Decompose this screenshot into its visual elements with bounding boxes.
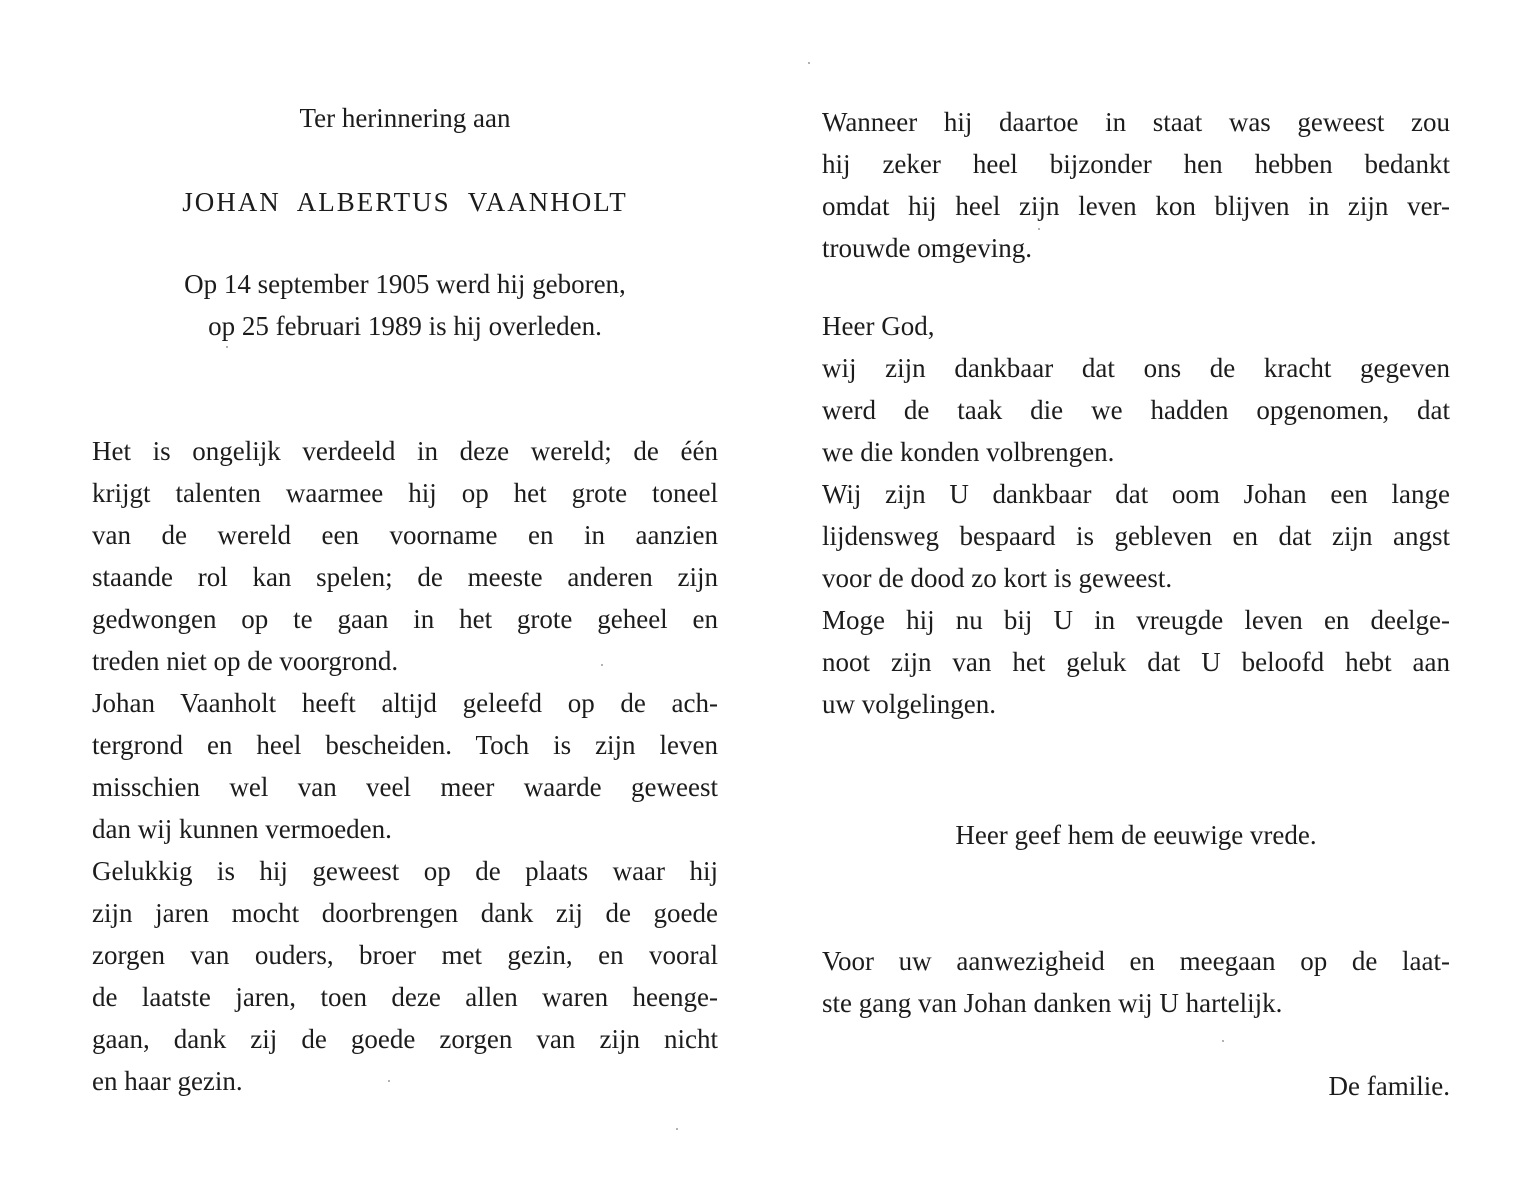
thanks-line: omdat hij heel zijn leven kon blijven in zijn ver- bbox=[822, 191, 1450, 221]
biography-line: tergrond en heel bescheiden. Toch is zijn leven bbox=[92, 730, 718, 760]
biography-line: Gelukkig is hij geweest op de plaats waar hij bbox=[92, 856, 718, 886]
scan-speck bbox=[226, 346, 228, 348]
thanks-paragraph bbox=[822, 101, 1450, 269]
biography-line: gaan, dank zij de goede zorgen van zijn nicht bbox=[92, 1024, 718, 1054]
life-dates bbox=[92, 263, 718, 347]
prayer-line: uw volgelingen. bbox=[822, 689, 996, 719]
thanks-line: trouwde omgeving. bbox=[822, 233, 1032, 263]
prayer-line: werd de taak die we hadden opgenomen, dat bbox=[822, 395, 1450, 425]
scan-speck bbox=[601, 664, 603, 666]
biography-line: en haar gezin. bbox=[92, 1066, 243, 1096]
biography-line: gedwongen op te gaan in het grote geheel en bbox=[92, 604, 718, 634]
prayer-line: Moge hij nu bij U in vreugde leven en deelge- bbox=[822, 605, 1450, 635]
intro-heading: Ter herinnering aan bbox=[299, 103, 511, 133]
blessing-text: Heer geef hem de eeuwige vrede. bbox=[955, 820, 1317, 850]
thanks-line: hij zeker heel bijzonder hen hebben bedankt bbox=[822, 149, 1450, 179]
biography-line: van de wereld een voorname en in aanzien bbox=[92, 520, 718, 550]
gratitude-line: Voor uw aanwezigheid en meegaan op de laat- bbox=[822, 946, 1450, 976]
biography-line: Het is ongelijk verdeeld in deze wereld; de één bbox=[92, 436, 718, 466]
biography-text bbox=[92, 430, 718, 1102]
death-date-line: op 25 februari 1989 is hij overleden. bbox=[208, 311, 602, 341]
biography-line: treden niet op de voorgrond. bbox=[92, 646, 399, 676]
prayer-line: we die konden volbrengen. bbox=[822, 437, 1115, 467]
prayer-line: Wij zijn U dankbaar dat oom Johan een lange bbox=[822, 479, 1450, 509]
blessing-block bbox=[822, 814, 1450, 856]
biography-line: staande rol kan spelen; de meeste anderen zijn bbox=[92, 562, 718, 592]
signature-block bbox=[822, 1065, 1450, 1107]
scan-speck bbox=[676, 1128, 678, 1130]
prayer-line: voor de dood zo kort is geweest. bbox=[822, 563, 1173, 593]
biography-line: Johan Vaanholt heeft altijd geleefd op de ach- bbox=[92, 688, 718, 718]
scan-speck bbox=[1222, 1040, 1224, 1042]
prayer-line: lijdensweg bespaard is gebleven en dat zijn angst bbox=[822, 521, 1450, 551]
prayer-line: wij zijn dankbaar dat ons de kracht gegeven bbox=[822, 353, 1450, 383]
birth-date-line: Op 14 september 1905 werd hij geboren, bbox=[184, 269, 626, 299]
deceased-name: JOHAN ALBERTUS VAANHOLT bbox=[182, 187, 628, 217]
biography-line: de laatste jaren, toen deze allen waren heenge- bbox=[92, 982, 718, 1012]
biography-line: misschien wel van veel meer waarde geweest bbox=[92, 772, 718, 802]
gratitude-line: ste gang van Johan danken wij U hartelijk. bbox=[822, 988, 1283, 1018]
scan-speck bbox=[388, 1080, 390, 1082]
gratitude-paragraph bbox=[822, 940, 1450, 1024]
biography-line: dan wij kunnen vermoeden. bbox=[92, 814, 392, 844]
scan-speck bbox=[1038, 228, 1040, 230]
biography-line: zorgen van ouders, broer met gezin, en vooral bbox=[92, 940, 718, 970]
signature-text: De familie. bbox=[1328, 1071, 1450, 1101]
thanks-line: Wanneer hij daartoe in staat was geweest zou bbox=[822, 107, 1450, 137]
prayer-paragraph bbox=[822, 305, 1450, 725]
biography-line: krijgt talenten waarmee hij op het grote toneel bbox=[92, 478, 718, 508]
prayer-line: noot zijn van het geluk dat U beloofd hebt aan bbox=[822, 647, 1450, 677]
biography-line: zijn jaren mocht doorbrengen dank zij de goede bbox=[92, 898, 718, 928]
scan-speck bbox=[808, 62, 810, 64]
prayer-line: Heer God, bbox=[822, 311, 935, 341]
